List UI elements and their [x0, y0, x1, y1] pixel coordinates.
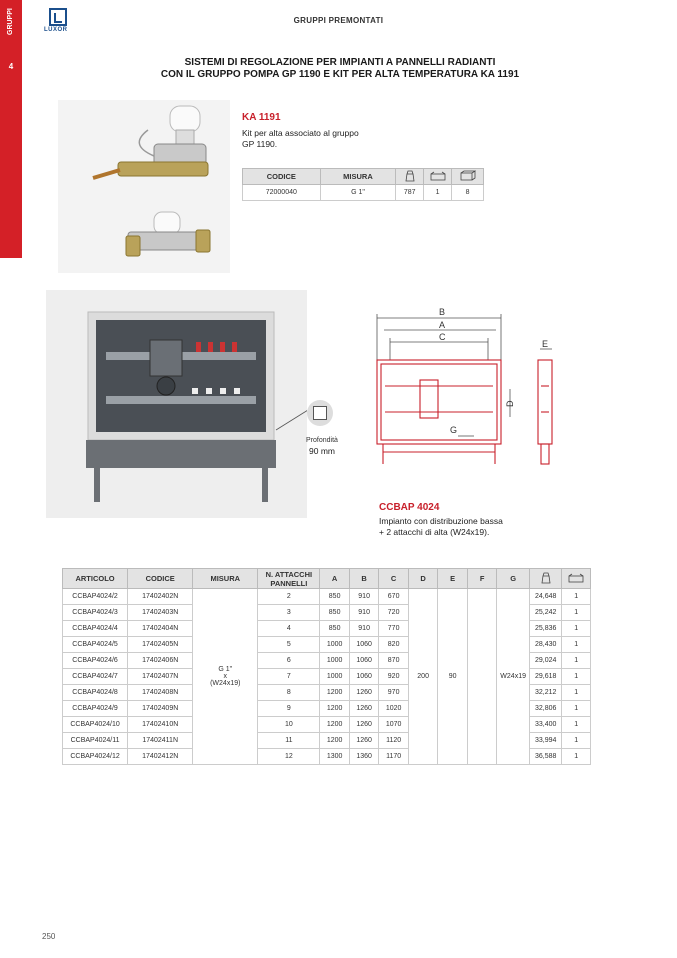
- cell-articolo: CCBAP4024/6: [63, 653, 128, 669]
- cell-attacchi: 8: [258, 685, 320, 701]
- cell-c: 1170: [379, 749, 409, 765]
- kit-value-3: 8: [452, 185, 484, 201]
- box-icon: [452, 169, 484, 185]
- depth-label: Profondità: [306, 437, 338, 444]
- cell-price: 32,212: [529, 685, 562, 701]
- col-b: B: [349, 569, 379, 589]
- col-articolo: ARTICOLO: [63, 569, 128, 589]
- kit-photo: [58, 100, 230, 273]
- sidebar-section-label: GRUPPI PREMONTATI: [7, 8, 36, 54]
- page-title: [100, 57, 580, 81]
- sidebar-section-number: 4: [8, 62, 14, 71]
- cabinet-illustration: [46, 290, 307, 518]
- cell-b: 1260: [349, 717, 379, 733]
- cell-c: 1120: [379, 733, 409, 749]
- kit-description: [242, 128, 359, 149]
- dim-a: A: [439, 320, 446, 330]
- weight-icon: [396, 169, 424, 185]
- cell-attacchi: 12: [258, 749, 320, 765]
- package-icon: [562, 569, 591, 589]
- cell-c: 970: [379, 685, 409, 701]
- cell-articolo: CCBAP4024/7: [63, 669, 128, 685]
- cell-qty: 1: [562, 669, 591, 685]
- kit-code: KA 1191: [242, 112, 281, 123]
- cell-articolo: CCBAP4024/9: [63, 701, 128, 717]
- cell-codice: 17402407N: [128, 669, 193, 685]
- cell-c: 770: [379, 621, 409, 637]
- cell-codice: 17402409N: [128, 701, 193, 717]
- cell-b: 910: [349, 589, 379, 605]
- title-line-1: SISTEMI DI REGOLAZIONE PER IMPIANTI A PANNELLI RADIANTI: [184, 57, 496, 68]
- kit-misura: G 1": [320, 185, 396, 201]
- cell-b: 1060: [349, 637, 379, 653]
- cell-price: 36,588: [529, 749, 562, 765]
- cell-price: 25,242: [529, 605, 562, 621]
- kit-value-2: 1: [424, 185, 452, 201]
- cell-codice: 17402404N: [128, 621, 193, 637]
- cell-attacchi: 9: [258, 701, 320, 717]
- cell-codice: 17402408N: [128, 685, 193, 701]
- cell-qty: 1: [562, 589, 591, 605]
- cell-codice: 17402411N: [128, 733, 193, 749]
- package-icon: [424, 169, 452, 185]
- col-a: A: [320, 569, 350, 589]
- product-code: CCBAP 4024: [379, 502, 440, 513]
- cell-b: 1360: [349, 749, 379, 765]
- product-description: [379, 516, 503, 537]
- cell-qty: 1: [562, 653, 591, 669]
- cell-qty: 1: [562, 701, 591, 717]
- cell-misura: G 1" x (W24x19): [193, 589, 258, 765]
- cell-a: 1000: [320, 653, 350, 669]
- cell-g: W24x19: [497, 589, 530, 765]
- dim-e: E: [542, 339, 549, 349]
- cell-articolo: CCBAP4024/12: [63, 749, 128, 765]
- col-d: D: [408, 569, 438, 589]
- cell-a: 1200: [320, 717, 350, 733]
- cell-a: 1000: [320, 669, 350, 685]
- depth-value: 90 mm: [309, 446, 335, 456]
- kit-value-1: 787: [396, 185, 424, 201]
- cell-c: 1070: [379, 717, 409, 733]
- cell-attacchi: 6: [258, 653, 320, 669]
- col-attacchi: N. ATTACCHI PANNELLI: [258, 569, 320, 589]
- cell-articolo: CCBAP4024/3: [63, 605, 128, 621]
- technical-drawing: [370, 302, 570, 474]
- col-g: G: [497, 569, 530, 589]
- cell-a: 850: [320, 589, 350, 605]
- cell-attacchi: 10: [258, 717, 320, 733]
- cell-attacchi: 3: [258, 605, 320, 621]
- col-c: C: [379, 569, 409, 589]
- kit-codice: 72000040: [243, 185, 321, 201]
- cell-b: 910: [349, 621, 379, 637]
- cell-price: 33,400: [529, 717, 562, 733]
- cell-articolo: CCBAP4024/4: [63, 621, 128, 637]
- depth-icon: [307, 400, 333, 426]
- cell-qty: 1: [562, 749, 591, 765]
- cell-b: 1260: [349, 733, 379, 749]
- cell-codice: 17402403N: [128, 605, 193, 621]
- cell-c: 870: [379, 653, 409, 669]
- cell-codice: 17402410N: [128, 717, 193, 733]
- cell-b: 1260: [349, 701, 379, 717]
- cell-b: 1060: [349, 669, 379, 685]
- cell-qty: 1: [562, 621, 591, 637]
- cell-c: 1020: [379, 701, 409, 717]
- cell-price: 24,648: [529, 589, 562, 605]
- cell-a: 850: [320, 605, 350, 621]
- valve-kit-illustration: [58, 100, 230, 273]
- cell-attacchi: 7: [258, 669, 320, 685]
- col-codice: CODICE: [128, 569, 193, 589]
- page-number: 250: [42, 932, 56, 941]
- cell-attacchi: 11: [258, 733, 320, 749]
- cell-attacchi: 2: [258, 589, 320, 605]
- weight-icon: [529, 569, 562, 589]
- cell-a: 1300: [320, 749, 350, 765]
- kit-col-codice: CODICE: [243, 169, 321, 185]
- cell-codice: 17402402N: [128, 589, 193, 605]
- product-desc-line-2: + 2 attacchi di alta (W24x19).: [379, 526, 490, 537]
- cell-qty: 1: [562, 733, 591, 749]
- cell-price: 32,806: [529, 701, 562, 717]
- cell-qty: 1: [562, 605, 591, 621]
- cell-price: 28,430: [529, 637, 562, 653]
- cell-f: [467, 589, 497, 765]
- cell-articolo: CCBAP4024/8: [63, 685, 128, 701]
- cell-d: 200: [408, 589, 438, 765]
- cell-articolo: CCBAP4024/5: [63, 637, 128, 653]
- cell-price: 33,994: [529, 733, 562, 749]
- cell-a: 1000: [320, 637, 350, 653]
- product-desc-line-1: Impianto con distribuzione bassa: [379, 516, 503, 526]
- cell-articolo: CCBAP4024/10: [63, 717, 128, 733]
- section-header: GRUPPI PREMONTATI: [293, 16, 384, 25]
- cell-qty: 1: [562, 717, 591, 733]
- cell-c: 820: [379, 637, 409, 653]
- cell-c: 720: [379, 605, 409, 621]
- dim-d: D: [505, 400, 515, 407]
- cell-price: 25,836: [529, 621, 562, 637]
- col-f: F: [467, 569, 497, 589]
- col-misura: MISURA: [193, 569, 258, 589]
- cell-b: 1060: [349, 653, 379, 669]
- brand-name: LUXOR: [44, 27, 68, 33]
- cell-e: 90: [438, 589, 468, 765]
- cell-codice: 17402405N: [128, 637, 193, 653]
- cell-qty: 1: [562, 637, 591, 653]
- cell-a: 850: [320, 621, 350, 637]
- cell-a: 1200: [320, 733, 350, 749]
- cell-price: 29,024: [529, 653, 562, 669]
- kit-col-misura: MISURA: [320, 169, 396, 185]
- cell-qty: 1: [562, 685, 591, 701]
- cell-articolo: CCBAP4024/11: [63, 733, 128, 749]
- cell-attacchi: 5: [258, 637, 320, 653]
- cell-price: 29,618: [529, 669, 562, 685]
- cell-codice: 17402412N: [128, 749, 193, 765]
- kit-table: [242, 168, 484, 201]
- dim-g: G: [450, 425, 458, 435]
- cell-a: 1200: [320, 685, 350, 701]
- cell-b: 910: [349, 605, 379, 621]
- cell-c: 670: [379, 589, 409, 605]
- kit-desc-line-2: GP 1190.: [242, 138, 278, 149]
- dim-b: B: [439, 307, 446, 317]
- cell-a: 1200: [320, 701, 350, 717]
- product-table: [62, 568, 591, 765]
- cell-articolo: CCBAP4024/2: [63, 589, 128, 605]
- kit-desc-line-1: Kit per alta associato al gruppo: [242, 128, 359, 138]
- cell-c: 920: [379, 669, 409, 685]
- cell-codice: 17402406N: [128, 653, 193, 669]
- table-row: [63, 589, 591, 605]
- cell-b: 1260: [349, 685, 379, 701]
- title-line-2: CON IL GRUPPO POMPA GP 1190 E KIT PER ALTA TEMPERATURA KA 1191: [160, 69, 520, 80]
- cell-attacchi: 4: [258, 621, 320, 637]
- dim-c: C: [439, 332, 446, 342]
- cabinet-photo: [46, 290, 307, 518]
- col-e: E: [438, 569, 468, 589]
